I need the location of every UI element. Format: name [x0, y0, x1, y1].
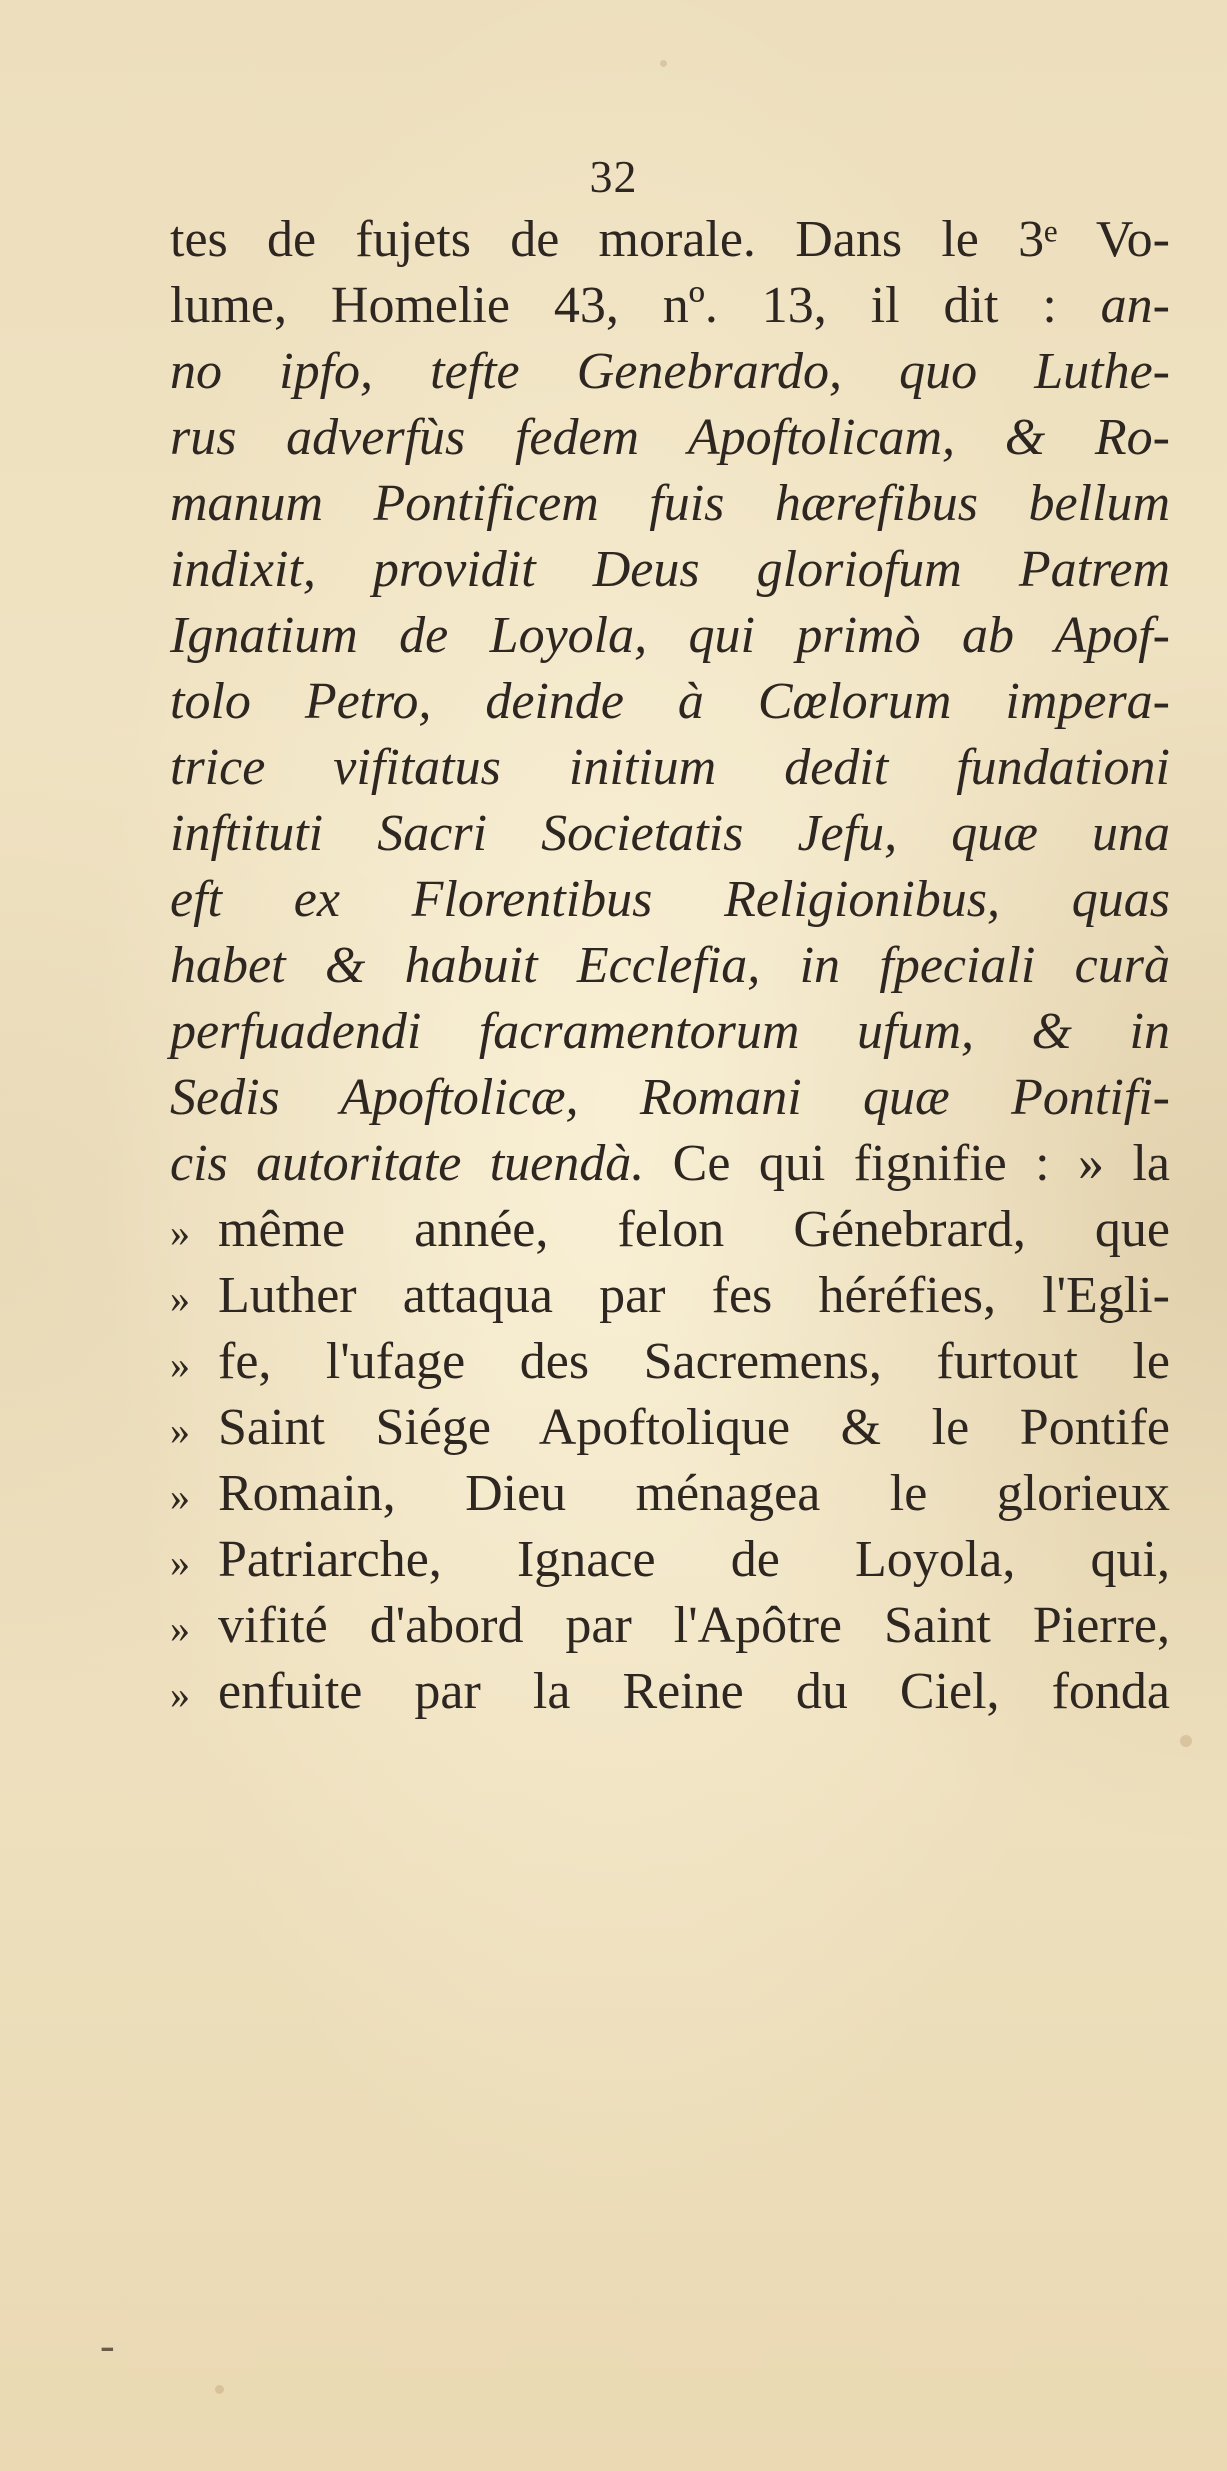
text-line: [170, 1527, 1170, 1593]
text-line: [170, 537, 1170, 603]
text-line: [170, 1659, 1170, 1725]
latin-text: an-: [1100, 277, 1170, 334]
text-line: [170, 999, 1170, 1065]
text-line: [170, 1593, 1170, 1659]
latin-text: perfuadendi facramentorum ufum, & in: [170, 1003, 1170, 1060]
latin-text: inftituti Sacri Societatis Jefu, quæ una: [170, 805, 1170, 862]
text-line: [170, 1329, 1170, 1395]
french-text: fe, l'ufage des Sacremens, furtout le: [218, 1333, 1170, 1390]
text-line: [170, 207, 1170, 273]
french-text: Patriarche, Ignace de Loyola, qui,: [218, 1531, 1170, 1588]
quote-mark: »: [170, 1606, 190, 1651]
margin-mark: -: [100, 2321, 115, 2370]
french-text: Romain, Dieu ménagea le glorieux: [218, 1465, 1170, 1522]
paper-foxing-spot: [1180, 1735, 1192, 1747]
text-line: [170, 1395, 1170, 1461]
latin-text: eft ex Florentibus Religionibus, quas: [170, 871, 1170, 928]
paper-foxing-spot: [660, 60, 667, 67]
text-line: [170, 339, 1170, 405]
latin-text: no ipfo, tefte Genebrardo, quo Luthe-: [170, 343, 1170, 400]
french-text: vifité d'abord par l'Apôtre Saint Pierre,: [218, 1597, 1170, 1654]
quote-mark: »: [170, 1474, 190, 1519]
latin-text: rus adverfùs fedem Apoftolicam, & Ro-: [170, 409, 1170, 466]
latin-text: habet & habuit Ecclefia, in fpeciali curà: [170, 937, 1170, 994]
quote-mark: »: [170, 1540, 190, 1585]
text-line: [170, 405, 1170, 471]
text-line: [170, 1461, 1170, 1527]
latin-text: tolo Petro, deinde à Cœlorum impera-: [170, 673, 1170, 730]
latin-text: manum Pontificem fuis hærefibus bellum: [170, 475, 1170, 532]
text-line: [170, 471, 1170, 537]
text-line: [170, 1065, 1170, 1131]
latin-text: Sedis Apoftolicæ, Romani quæ Pontifi-: [170, 1069, 1170, 1126]
quote-mark: »: [170, 1276, 190, 1321]
quote-mark: »: [170, 1342, 190, 1387]
text-line: [170, 603, 1170, 669]
french-text: lume, Homelie 43, nº. 13, il dit :: [170, 277, 1101, 334]
text-line: [170, 1131, 1170, 1197]
text-line: [170, 669, 1170, 735]
quote-mark: »: [170, 1408, 190, 1453]
latin-text: trice vifitatus initium dedit fundationi: [170, 739, 1170, 796]
french-text: Ce qui fignifie : » la: [644, 1135, 1170, 1192]
french-text: même année, felon Génebrard, que: [218, 1201, 1170, 1258]
latin-text: cis autoritate tuendà.: [170, 1135, 645, 1192]
page-number: 32: [589, 151, 638, 202]
latin-text: indixit, providit Deus gloriofum Patrem: [170, 541, 1170, 598]
text-line: [170, 933, 1170, 999]
text-line: [170, 735, 1170, 801]
paper-foxing-spot: [215, 2385, 224, 2394]
french-text: enfuite par la Reine du Ciel, fonda: [218, 1663, 1170, 1720]
text-line: [170, 1263, 1170, 1329]
body-text: [170, 207, 1170, 1725]
text-line: [170, 1197, 1170, 1263]
quote-mark: »: [170, 1210, 190, 1255]
text-line: [170, 273, 1170, 339]
french-text: tes de fujets de morale. Dans le 3ᵉ Vo-: [170, 211, 1170, 268]
french-text: Luther attaqua par fes héréfies, l'Egli-: [218, 1267, 1170, 1324]
text-line: [170, 867, 1170, 933]
text-line: [170, 801, 1170, 867]
quote-mark: »: [170, 1672, 190, 1717]
latin-text: Ignatium de Loyola, qui primò ab Apof-: [170, 607, 1170, 664]
french-text: Saint Siége Apoftolique & le Pontife: [218, 1399, 1170, 1456]
